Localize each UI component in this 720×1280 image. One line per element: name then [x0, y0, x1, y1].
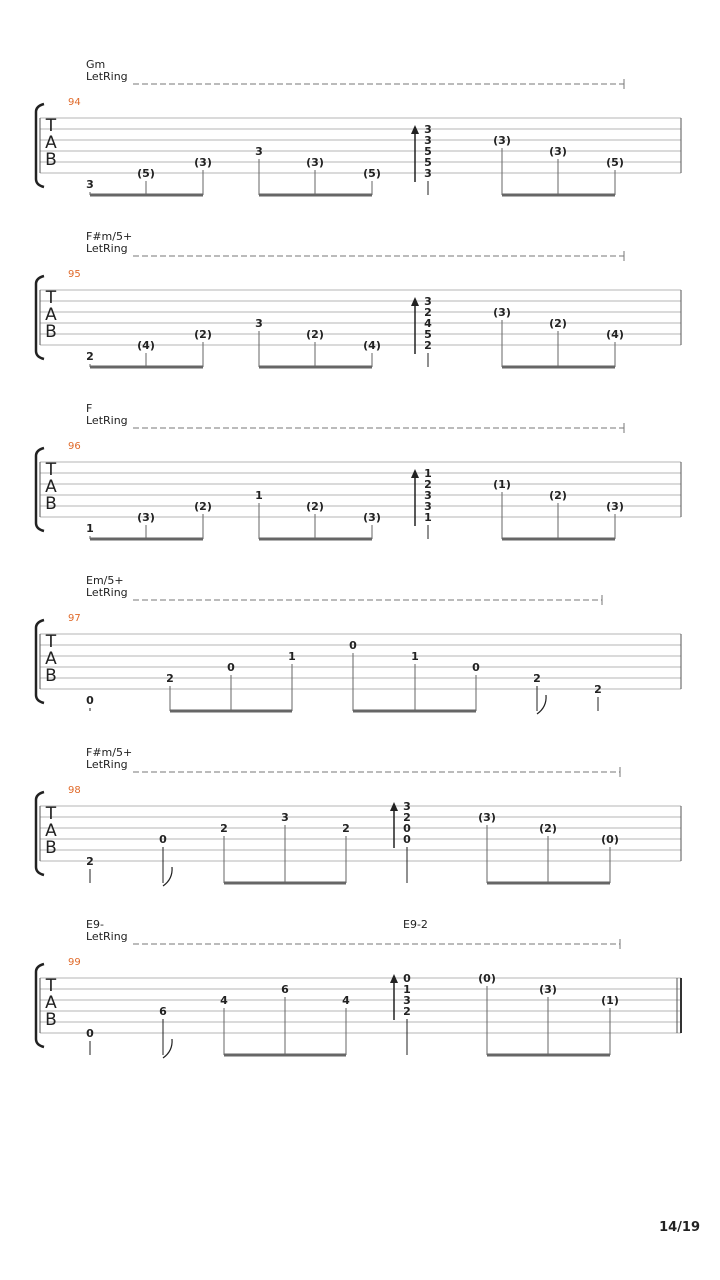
fret-number: (0)	[601, 833, 619, 846]
fret-number: (3)	[137, 511, 155, 524]
chord-fret-number: 3	[424, 489, 432, 502]
slur-mark	[163, 867, 172, 886]
fret-number: (3)	[194, 156, 212, 169]
chord-name: F#m/5+	[86, 230, 133, 243]
fret-number: (2)	[194, 328, 212, 341]
tab-clef-letter: A	[45, 821, 57, 841]
fret-number: 2	[166, 672, 174, 685]
chord-fret-number: 3	[424, 123, 432, 136]
fret-number: (3)	[306, 156, 324, 169]
tab-system-96	[36, 402, 681, 539]
fret-number: 0	[227, 661, 235, 674]
fret-number: 4	[220, 994, 228, 1007]
let-ring-label: LetRing	[86, 414, 128, 427]
chord-fret-number: 5	[424, 145, 432, 158]
chord-fret-number: 3	[424, 167, 432, 180]
tab-clef-letter: T	[45, 116, 57, 136]
measure-number: 95	[68, 269, 81, 280]
chord-fret-number: 5	[424, 156, 432, 169]
fret-number: 2	[594, 683, 602, 696]
chord-name: F#m/5+	[86, 746, 133, 759]
tab-clef-letter: B	[45, 1010, 57, 1030]
chord-name: Gm	[86, 58, 106, 71]
fret-number: (4)	[606, 328, 624, 341]
fret-number: 2	[342, 822, 350, 835]
tab-clef-letter: T	[45, 460, 57, 480]
fret-number: 0	[86, 694, 94, 707]
fret-number: (2)	[539, 822, 557, 835]
fret-number: 2	[220, 822, 228, 835]
chord-fret-number: 2	[424, 306, 432, 319]
chord-name: E9-	[86, 918, 104, 931]
fret-number: 1	[288, 650, 296, 663]
chord-fret-number: 3	[403, 994, 411, 1007]
measure-number: 98	[68, 785, 81, 796]
fret-number: (2)	[549, 317, 567, 330]
slur-mark	[537, 695, 546, 714]
measure-number: 94	[68, 97, 81, 108]
chord-fret-number: 0	[403, 972, 411, 985]
chord-fret-number: 1	[403, 983, 411, 996]
chord-fret-number: 5	[424, 328, 432, 341]
chord-name: Em/5+	[86, 574, 124, 587]
tab-clef-letter: B	[45, 838, 57, 858]
chord-fret-number: 2	[424, 478, 432, 491]
fret-number: 4	[342, 994, 350, 1007]
fret-number: (5)	[363, 167, 381, 180]
let-ring-label: LetRing	[86, 758, 128, 771]
fret-number: (3)	[539, 983, 557, 996]
tab-clef-letter: T	[45, 804, 57, 824]
tab-clef-letter: A	[45, 993, 57, 1013]
let-ring-label: LetRing	[86, 586, 128, 599]
chord-fret-number: 0	[403, 833, 411, 846]
fret-number: 1	[255, 489, 263, 502]
fret-number: (1)	[601, 994, 619, 1007]
fret-number: (3)	[363, 511, 381, 524]
tab-clef-letter: B	[45, 322, 57, 342]
tab-clef-letter: T	[45, 632, 57, 652]
fret-number: (5)	[137, 167, 155, 180]
chord-fret-number: 3	[424, 134, 432, 147]
tab-system-94	[36, 58, 681, 195]
tab-system-95	[36, 230, 681, 367]
fret-number: 0	[472, 661, 480, 674]
tab-clef-letter: B	[45, 666, 57, 686]
chord-fret-number: 3	[403, 800, 411, 813]
fret-number: 6	[159, 1005, 167, 1018]
fret-number: 1	[411, 650, 419, 663]
chord-fret-number: 4	[424, 317, 432, 330]
let-ring-label: LetRing	[86, 70, 128, 83]
fret-number: 3	[281, 811, 289, 824]
fret-number: (3)	[493, 134, 511, 147]
chord-fret-number: 2	[424, 339, 432, 352]
fret-number: (5)	[606, 156, 624, 169]
tab-clef-letter: A	[45, 477, 57, 497]
fret-number: 2	[86, 855, 94, 868]
tab-system-99	[36, 918, 681, 1058]
chord-fret-number: 1	[424, 511, 432, 524]
fret-number: (4)	[137, 339, 155, 352]
tab-system-97	[36, 574, 681, 714]
tab-clef-letter: T	[45, 976, 57, 996]
let-ring-label: LetRing	[86, 242, 128, 255]
measure-number: 96	[68, 441, 81, 452]
fret-number: 6	[281, 983, 289, 996]
chord-fret-number: 0	[403, 822, 411, 835]
chord-fret-number: 3	[424, 295, 432, 308]
let-ring-label: LetRing	[86, 930, 128, 943]
fret-number: 3	[86, 178, 94, 191]
fret-number: (3)	[493, 306, 511, 319]
chord-fret-number: 3	[424, 500, 432, 513]
tab-clef-letter: A	[45, 649, 57, 669]
fret-number: (3)	[606, 500, 624, 513]
fret-number: (1)	[493, 478, 511, 491]
measure-number: 97	[68, 613, 81, 624]
fret-number: (2)	[194, 500, 212, 513]
tab-clef-letter: T	[45, 288, 57, 308]
tab-system-98	[36, 746, 681, 886]
tab-clef-letter: B	[45, 494, 57, 514]
tab-clef-letter: B	[45, 150, 57, 170]
fret-number: 0	[349, 639, 357, 652]
page-number: 14/19	[659, 1220, 700, 1235]
fret-number: (3)	[478, 811, 496, 824]
chord-fret-number: 1	[424, 467, 432, 480]
measure-number: 99	[68, 957, 81, 968]
fret-number: 0	[159, 833, 167, 846]
tab-clef-letter: A	[45, 133, 57, 153]
slur-mark	[163, 1039, 172, 1058]
fret-number: (3)	[549, 145, 567, 158]
fret-number: 0	[86, 1027, 94, 1040]
chord-fret-number: 2	[403, 811, 411, 824]
fret-number: (2)	[306, 328, 324, 341]
fret-number: 3	[255, 145, 263, 158]
fret-number: (2)	[549, 489, 567, 502]
chord-fret-number: 2	[403, 1005, 411, 1018]
tab-clef-letter: A	[45, 305, 57, 325]
fret-number: 1	[86, 522, 94, 535]
fret-number: 2	[533, 672, 541, 685]
fret-number: 2	[86, 350, 94, 363]
fret-number: 3	[255, 317, 263, 330]
fret-number: (0)	[478, 972, 496, 985]
chord-name: F	[86, 402, 93, 415]
fret-number: (2)	[306, 500, 324, 513]
fret-number: (4)	[363, 339, 381, 352]
chord-name-2: E9-2	[403, 918, 428, 931]
